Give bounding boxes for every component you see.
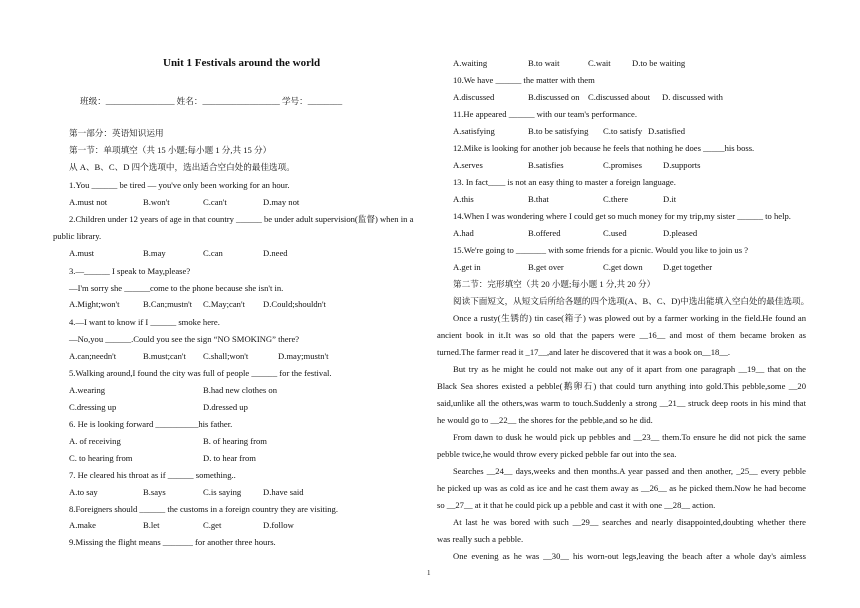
option: A.make [69,520,96,530]
question-stem: 9.Missing the flight means _______ for another three hours. [69,537,276,547]
option: C.promises [603,160,642,170]
passage-line: said,unlike all the others,was warm to touch.Suddenly a strong __21__ struck deep roots in his mind that [437,398,806,408]
option: D.get together [663,262,713,272]
option: C.there [603,194,629,204]
option: C.to satisfy [603,126,643,136]
student-info-line: 班级：________________ 姓名：__________________ 学号：________ [80,96,343,106]
passage-line: At last he was bored with such __29__ searches and nearly disappointed,doubting whether there [453,517,806,527]
option: B.says [143,487,166,497]
part-heading: 第一部分：英语知识运用 [69,128,164,138]
option: B.satisfies [528,160,564,170]
question-stem: 3.—______ I speak to May,please? [69,266,191,276]
passage-line: he picked up was as cold as ice and he cast them away as __26__ as he picked them.Now he had become [437,483,806,493]
option: A.serves [453,160,483,170]
option: B.may [143,248,166,258]
option: C.shall;won't [203,351,249,361]
question-stem-continued: —No,you ______.Could you see the sign “NO SMOKING” there? [69,334,300,344]
question-stem-continued: public library. [53,231,102,241]
option: B.get over [528,262,564,272]
question-stem: 11.He appeared ______ with our team's performance. [453,109,638,119]
passage-line: so __27__ at it that he could pick up a pebble and cast it with one __28__ action. [437,500,716,510]
option: B.to wait [528,58,560,68]
option: B.discussed on [528,92,580,102]
section-heading: 第一节：单项填空（共 15 小题;每小题 1 分,共 15 分） [69,145,272,155]
option: B.offered [528,228,561,238]
option: D.follow [263,520,294,530]
passage-line: Once a rusty(生锈的) tin case(箱子) was plowed out by a farmer working in the field.He found an [453,313,806,323]
instructions: 从 A、B、C、D 四个选项中，选出适合空白处的最佳选项。 [69,162,295,172]
option: A.get in [453,262,481,272]
passage-line: From dawn to dusk he would pick up pebbles and __23__ them.To ensure he did not pick the same [453,432,806,442]
option: A.Might;won't [69,299,120,309]
option: B.let [143,520,160,530]
option: B.won't [143,197,170,207]
option: C. to hearing from [69,453,133,463]
option: C.can [203,248,223,258]
option: C.used [603,228,627,238]
option: C.May;can't [203,299,245,309]
question-stem-continued: —I'm sorry she ______come to the phone because she isn't in. [69,283,284,293]
passage-line: pebble twice,he would throw every picked pebble far out into the sea. [437,449,677,459]
section-heading: 第二节：完形填空（共 20 小题;每小题 1 分,共 20 分） [453,279,656,289]
option: C.get [203,520,222,530]
option: A.this [453,194,474,204]
question-stem: 4.—I want to know if I ______ smoke here. [69,317,220,327]
option: C.get down [603,262,643,272]
option: A.waiting [453,58,488,68]
option: A.satisfying [453,126,495,136]
option: B.must;can't [143,351,186,361]
passage-line: One evening as he was __30__ his worn-out legs,leaving the beach after a whole day's aimless [453,551,806,561]
option: D. discussed with [662,92,723,102]
option: D.supports [663,160,701,170]
option: A.had [453,228,474,238]
option: D. to hear from [203,453,256,463]
option: C.dressing up [69,402,117,412]
option: C.discussed about [588,92,651,102]
option: C.can't [203,197,227,207]
passage-line: ancient book in it.It was so old that the papers were __16__ and most of them became broken as [437,330,806,340]
passage-line: Searches __24__ days,weeks and then months.A year passed and then another, _25__ every pebble [453,466,806,476]
option: D.pleased [663,228,698,238]
option: A.to say [69,487,98,497]
question-stem: 14.When I was wondering where I could get so much money for my trip,my sister ______ to help. [453,211,791,221]
question-stem: 12.Mike is looking for another job because he feels that nothing he does _____his boss. [453,143,755,153]
question-stem: 6. He is looking forward __________his father. [69,419,233,429]
option: D.may not [263,197,300,207]
question-stem: 10.We have ______ the matter with them [453,75,595,85]
question-stem: 7. He cleared his throat as if ______ something.. [69,470,236,480]
option: A.can;needn't [69,351,117,361]
page-number: 1 [427,569,431,577]
option: D.have said [263,487,304,497]
option: B.that [528,194,549,204]
option: D.may;mustn't [278,351,329,361]
question-stem: 8.Foreigners should ______ the customs in a foreign country they are visiting. [69,504,338,514]
question-stem: 5.Walking around,I found the city was full of people ______ for the festival. [69,368,332,378]
option: A.discussed [453,92,495,102]
option: D.satisfied [648,126,685,136]
passage-line: he would go to __22__ the shores for the pebble,and so he did. [437,415,653,425]
option: D.Could;shouldn't [263,299,326,309]
passage-line: But try as he might he could not make out any of it apart from one paragraph __19__ that on the [453,364,806,374]
option: B. of hearing from [203,436,267,446]
passage-line: turned.The farmer read it _17__,and later he discovered that it was a book on__18__. [437,347,731,357]
question-stem: 15.We're going to _______ with some friends for a picnic. Would you like to join us ? [453,245,749,255]
option: A.wearing [69,385,106,395]
instructions: 阅读下面短文，从短文后所给各题的四个选项(A、B、C、D)中选出能填入空白处的最佳选项。 [453,296,810,306]
option: D.it [663,194,677,204]
option: B.to be satisfying [528,126,589,136]
page-title: Unit 1 Festivals around the world [163,57,321,69]
option: C.is saying [203,487,242,497]
passage-line: Black Sea shores existed a pebble(鹅卵石) that could turn anything into gold.This pebble,some __20 [437,381,806,391]
option: A.must not [69,197,108,207]
question-stem: 13. In fact____ is not an easy thing to master a foreign language. [453,177,676,187]
option: B.had new clothes on [203,385,277,395]
option: D.need [263,248,288,258]
passage-line: was really such a pebble. [437,534,524,544]
option: D.to be waiting [632,58,686,68]
option: A. of receiving [69,436,121,446]
question-stem: 2.Children under 12 years of age in that country ______ be under adult supervision(监督) when in a [69,214,414,224]
option: D.dressed up [203,402,248,412]
question-stem: 1.You ______ be tired — you've only been working for an hour. [69,180,290,190]
option: C.wait [588,58,611,68]
option: B.Can;mustn't [143,299,193,309]
option: A.must [69,248,95,258]
